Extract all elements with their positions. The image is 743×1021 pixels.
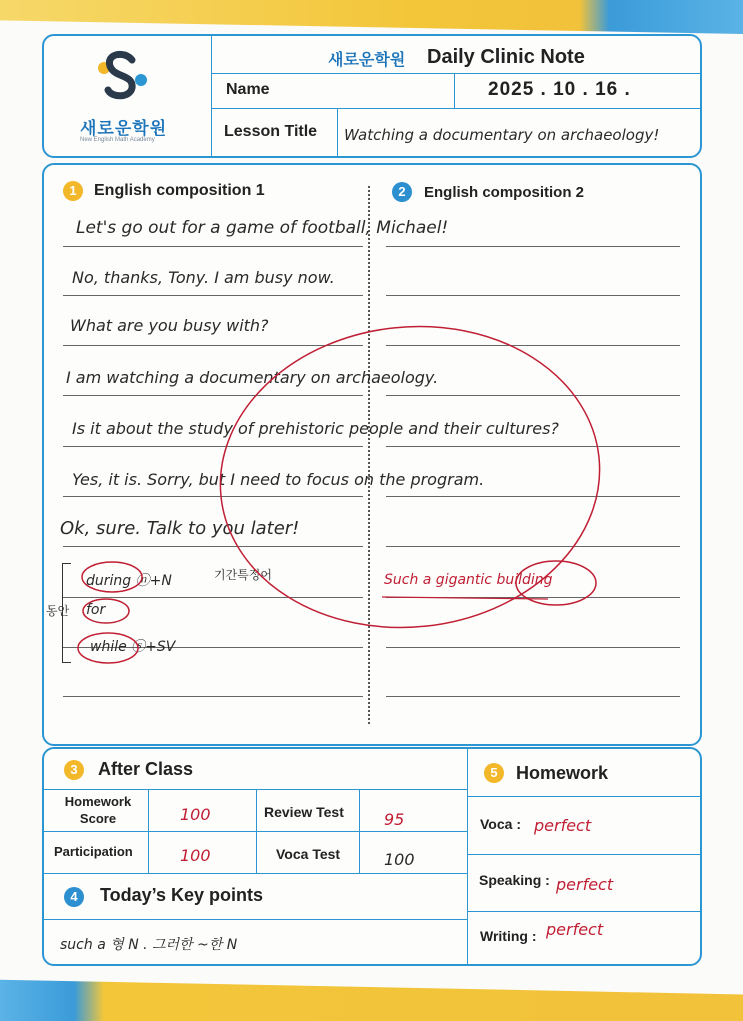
- writing-value: perfect: [546, 920, 604, 939]
- correction-text: Such a gigantic building: [384, 572, 553, 588]
- voca-label: Voca :: [480, 816, 521, 832]
- brand-subtitle: New English Math Academy: [80, 137, 155, 143]
- lesson-title-value: Watching a documentary on archaeology!: [344, 126, 660, 144]
- name-label: Name: [226, 81, 270, 98]
- note-title-korean: 새로운학원: [328, 52, 406, 69]
- note-title: Daily Clinic Note: [427, 46, 585, 68]
- key-points-text: such a 형 N . 그러한 ~한 N: [60, 937, 238, 953]
- section2-number-badge: 2: [392, 182, 412, 202]
- key-points-title: Today’s Key points: [100, 885, 264, 905]
- homework-score-label: Homework Score: [64, 794, 132, 826]
- note-for-korean: 동안: [46, 604, 70, 618]
- section4-number-badge: 4: [64, 887, 84, 907]
- note-for: for: [86, 602, 106, 618]
- note-during: during ⓝ+N: [86, 573, 172, 589]
- participation-label: Participation: [54, 844, 133, 859]
- dialogue-line-2: No, thanks, Tony. I am busy now.: [72, 268, 335, 287]
- dialogue-line-3: What are you busy with?: [70, 316, 269, 335]
- brand-korean: 새로운학원: [80, 119, 168, 138]
- after-class-title: After Class: [98, 759, 194, 779]
- dialogue-line-7: Ok, sure. Talk to you later!: [60, 518, 300, 539]
- homework-title: Homework: [516, 763, 609, 783]
- date-value: 2025 . 10 . 16 .: [488, 79, 631, 100]
- dialogue-line-6: Yes, it is. Sorry, but I need to focus on the program.: [72, 470, 485, 489]
- review-test-value: 95: [384, 810, 405, 829]
- dialogue-line-4: I am watching a documentary on archaeology.: [66, 368, 439, 387]
- dialogue-line-1: Let's go out for a game of football, Michael!: [76, 218, 449, 238]
- section2-title: English composition 2: [424, 184, 585, 201]
- section5-number-badge: 5: [484, 763, 504, 783]
- speaking-label: Speaking :: [479, 872, 550, 888]
- voca-value: perfect: [534, 816, 592, 835]
- voca-test-value: 100: [384, 850, 415, 869]
- dialogue-line-5: Is it about the study of prehistoric people and their cultures?: [72, 419, 559, 438]
- section1-number-badge: 1: [63, 181, 83, 201]
- homework-score-value: 100: [180, 805, 211, 824]
- section3-number-badge: 3: [64, 760, 84, 780]
- participation-value: 100: [180, 846, 211, 865]
- writing-label: Writing :: [480, 928, 537, 944]
- note-during-korean: 기간특정어: [214, 568, 272, 582]
- lesson-title-label: Lesson Title: [224, 123, 318, 140]
- review-test-label: Review Test: [264, 804, 344, 820]
- note-while: while ⓢ+SV: [90, 639, 176, 655]
- section1-title: English composition 1: [94, 182, 265, 199]
- voca-test-label: Voca Test: [276, 846, 341, 862]
- speaking-value: perfect: [556, 875, 614, 894]
